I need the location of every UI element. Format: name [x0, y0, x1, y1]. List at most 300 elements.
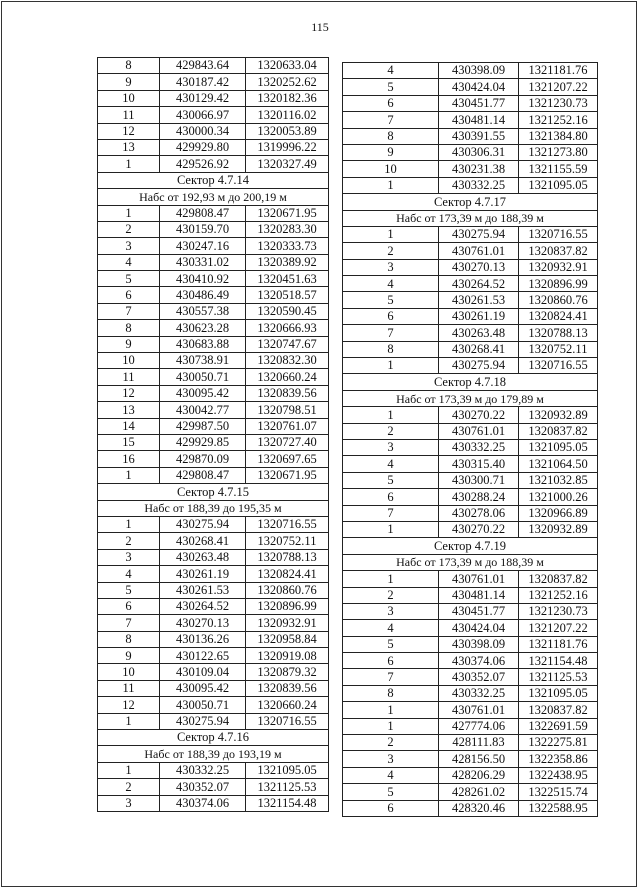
- table-row: [342, 129, 598, 145]
- x-coordinate-cell: 430374.06: [438, 653, 518, 668]
- point-number-cell: 5: [97, 271, 159, 286]
- x-coordinate-cell: 430187.42: [159, 74, 245, 89]
- y-coordinate-cell: 1320182.36: [245, 91, 329, 106]
- y-coordinate-cell: 1320327.49: [245, 156, 329, 171]
- table-row: [342, 342, 598, 358]
- point-number-cell: 2: [97, 533, 159, 548]
- point-number-cell: 8: [97, 58, 159, 73]
- sector-title: Сектор 4.7.17: [342, 194, 598, 210]
- point-number-cell: 4: [342, 63, 438, 78]
- point-number-cell: 1: [342, 227, 438, 242]
- table-row: [342, 440, 598, 456]
- table-row: [97, 435, 329, 451]
- page-number: 115: [311, 20, 329, 34]
- point-number-cell: 1: [97, 206, 159, 221]
- point-number-cell: 1: [342, 522, 438, 537]
- y-coordinate-cell: 1321155.59: [518, 161, 598, 176]
- y-coordinate-cell: 1320660.24: [245, 697, 329, 712]
- x-coordinate-cell: 429526.92: [159, 156, 245, 171]
- y-coordinate-cell: 1321252.16: [518, 112, 598, 127]
- y-coordinate-cell: 1322438.95: [518, 768, 598, 783]
- table-row: [342, 571, 598, 587]
- table-row: [97, 206, 329, 222]
- sector-title: Сектор 4.7.15: [97, 484, 329, 500]
- y-coordinate-cell: 1320879.32: [245, 664, 329, 679]
- x-coordinate-cell: 430275.94: [438, 358, 518, 373]
- point-number-cell: 2: [342, 424, 438, 439]
- table-row: [97, 664, 329, 680]
- x-coordinate-cell: 430761.01: [438, 424, 518, 439]
- x-coordinate-cell: 430261.53: [159, 583, 245, 598]
- x-coordinate-cell: 430761.01: [438, 243, 518, 258]
- table-row: [97, 632, 329, 648]
- x-coordinate-cell: 428261.02: [438, 784, 518, 799]
- x-coordinate-cell: 430042.77: [159, 402, 245, 417]
- sector-elevation-range: Набс от 188,39 до 193,19 м: [97, 746, 329, 762]
- table-row: [97, 763, 329, 779]
- table-row: [97, 714, 329, 730]
- y-coordinate-cell: 1320932.89: [518, 407, 598, 422]
- x-coordinate-cell: 430481.14: [438, 588, 518, 603]
- x-coordinate-cell: 430050.71: [159, 697, 245, 712]
- x-coordinate-cell: 430109.04: [159, 664, 245, 679]
- y-coordinate-cell: 1320824.41: [518, 309, 598, 324]
- table-row: [97, 402, 329, 418]
- x-coordinate-cell: 430268.41: [159, 533, 245, 548]
- table-row: [342, 79, 598, 95]
- x-coordinate-cell: 430095.42: [159, 386, 245, 401]
- point-number-cell: 8: [97, 320, 159, 335]
- y-coordinate-cell: 1320860.76: [518, 292, 598, 307]
- table-row: [342, 604, 598, 620]
- table-row: [97, 140, 329, 156]
- y-coordinate-cell: 1321154.48: [245, 796, 329, 811]
- table-row: [97, 796, 329, 812]
- point-number-cell: 7: [342, 325, 438, 340]
- x-coordinate-cell: 430275.94: [438, 227, 518, 242]
- x-coordinate-cell: 430374.06: [159, 796, 245, 811]
- y-coordinate-cell: 1319996.22: [245, 140, 329, 155]
- x-coordinate-cell: 430270.13: [438, 260, 518, 275]
- x-coordinate-cell: 429987.50: [159, 419, 245, 434]
- point-number-cell: 1: [342, 178, 438, 193]
- y-coordinate-cell: 1321207.22: [518, 79, 598, 94]
- point-number-cell: 5: [342, 473, 438, 488]
- y-coordinate-cell: 1320824.41: [245, 566, 329, 581]
- y-coordinate-cell: 1321230.73: [518, 96, 598, 111]
- table-row: [97, 304, 329, 320]
- x-coordinate-cell: 430486.49: [159, 287, 245, 302]
- x-coordinate-cell: 430136.26: [159, 632, 245, 647]
- point-number-cell: 12: [97, 386, 159, 401]
- y-coordinate-cell: 1321095.05: [518, 440, 598, 455]
- y-coordinate-cell: 1320752.11: [245, 533, 329, 548]
- table-row: [342, 588, 598, 604]
- y-coordinate-cell: 1322691.59: [518, 719, 598, 734]
- point-number-cell: 11: [97, 107, 159, 122]
- x-coordinate-cell: 430000.34: [159, 124, 245, 139]
- table-row: [97, 238, 329, 254]
- point-number-cell: 13: [97, 402, 159, 417]
- x-coordinate-cell: 429843.64: [159, 58, 245, 73]
- point-number-cell: 10: [97, 664, 159, 679]
- y-coordinate-cell: 1321095.05: [518, 178, 598, 193]
- point-number-cell: 4: [97, 566, 159, 581]
- sector-elevation-range: Набс от 192,93 м до 200,19 м: [97, 189, 329, 205]
- point-number-cell: 2: [342, 243, 438, 258]
- point-number-cell: 10: [97, 91, 159, 106]
- x-coordinate-cell: 430451.77: [438, 604, 518, 619]
- x-coordinate-cell: 430268.41: [438, 342, 518, 357]
- table-row: [97, 517, 329, 533]
- table-row: [342, 620, 598, 636]
- point-number-cell: 6: [342, 653, 438, 668]
- y-coordinate-cell: 1320451.63: [245, 271, 329, 286]
- point-number-cell: 1: [342, 407, 438, 422]
- point-number-cell: 14: [97, 419, 159, 434]
- y-coordinate-cell: 1320896.99: [518, 276, 598, 291]
- x-coordinate-cell: 430332.25: [438, 440, 518, 455]
- point-number-cell: 8: [342, 129, 438, 144]
- table-row: [97, 550, 329, 566]
- y-coordinate-cell: 1321095.05: [518, 686, 598, 701]
- y-coordinate-cell: 1322515.74: [518, 784, 598, 799]
- point-number-cell: 4: [97, 255, 159, 270]
- point-number-cell: 16: [97, 451, 159, 466]
- table-row: [342, 784, 598, 800]
- table-row: [342, 178, 598, 194]
- point-number-cell: 1: [342, 719, 438, 734]
- y-coordinate-cell: 1320389.92: [245, 255, 329, 270]
- y-coordinate-cell: 1320837.82: [518, 243, 598, 258]
- left-coordinates-table: [97, 57, 329, 812]
- table-row: [342, 686, 598, 702]
- point-number-cell: 9: [97, 74, 159, 89]
- y-coordinate-cell: 1320053.89: [245, 124, 329, 139]
- point-number-cell: 3: [342, 604, 438, 619]
- y-coordinate-cell: 1320716.55: [245, 517, 329, 532]
- table-row: [97, 566, 329, 582]
- x-coordinate-cell: 428320.46: [438, 801, 518, 816]
- point-number-cell: 2: [342, 735, 438, 750]
- x-coordinate-cell: 430050.71: [159, 369, 245, 384]
- x-coordinate-cell: 430352.07: [159, 779, 245, 794]
- x-coordinate-cell: 429808.47: [159, 468, 245, 483]
- x-coordinate-cell: 430315.40: [438, 456, 518, 471]
- point-number-cell: 7: [342, 669, 438, 684]
- point-number-cell: 7: [342, 506, 438, 521]
- sector-elevation-range: Набс от 173,39 м до 188,39 м: [342, 555, 598, 571]
- table-row: [97, 779, 329, 795]
- y-coordinate-cell: 1320839.56: [245, 386, 329, 401]
- y-coordinate-cell: 1322358.86: [518, 751, 598, 766]
- point-number-cell: 5: [342, 637, 438, 652]
- point-number-cell: 12: [97, 697, 159, 712]
- y-coordinate-cell: 1320788.13: [245, 550, 329, 565]
- table-row: [342, 637, 598, 653]
- point-number-cell: 1: [97, 714, 159, 729]
- y-coordinate-cell: 1320671.95: [245, 468, 329, 483]
- y-coordinate-cell: 1321181.76: [518, 637, 598, 652]
- x-coordinate-cell: 430275.94: [159, 714, 245, 729]
- y-coordinate-cell: 1321125.53: [245, 779, 329, 794]
- x-coordinate-cell: 428206.29: [438, 768, 518, 783]
- table-row: [97, 91, 329, 107]
- table-row: [342, 243, 598, 259]
- x-coordinate-cell: 430066.97: [159, 107, 245, 122]
- x-coordinate-cell: 427774.06: [438, 719, 518, 734]
- x-coordinate-cell: 430424.04: [438, 79, 518, 94]
- table-row: [97, 124, 329, 140]
- y-coordinate-cell: 1320837.82: [518, 424, 598, 439]
- sector-elevation-range: Набс от 173,39 м до 179,89 м: [342, 391, 598, 407]
- y-coordinate-cell: 1320788.13: [518, 325, 598, 340]
- table-row: [97, 697, 329, 713]
- x-coordinate-cell: 430738.91: [159, 353, 245, 368]
- y-coordinate-cell: 1321064.50: [518, 456, 598, 471]
- table-row: [342, 145, 598, 161]
- point-number-cell: 9: [342, 145, 438, 160]
- point-number-cell: 10: [342, 161, 438, 176]
- y-coordinate-cell: 1320966.89: [518, 506, 598, 521]
- x-coordinate-cell: 430300.71: [438, 473, 518, 488]
- point-number-cell: 3: [342, 440, 438, 455]
- table-row: [97, 451, 329, 467]
- table-row: [342, 669, 598, 685]
- x-coordinate-cell: 430263.48: [438, 325, 518, 340]
- point-number-cell: 9: [97, 337, 159, 352]
- x-coordinate-cell: 429929.85: [159, 435, 245, 450]
- table-row: [342, 260, 598, 276]
- point-number-cell: 6: [97, 599, 159, 614]
- point-number-cell: 4: [342, 620, 438, 635]
- y-coordinate-cell: 1320716.55: [518, 227, 598, 242]
- y-coordinate-cell: 1320697.65: [245, 451, 329, 466]
- table-row: [97, 287, 329, 303]
- point-number-cell: 5: [97, 583, 159, 598]
- table-row: [97, 58, 329, 74]
- y-coordinate-cell: 1321154.48: [518, 653, 598, 668]
- table-row: [97, 156, 329, 172]
- table-row: [97, 419, 329, 435]
- x-coordinate-cell: 429870.09: [159, 451, 245, 466]
- sector-elevation-range: Набс от 173,39 м до 188,39 м: [342, 211, 598, 227]
- y-coordinate-cell: 1320333.73: [245, 238, 329, 253]
- point-number-cell: 8: [97, 632, 159, 647]
- y-coordinate-cell: 1320116.02: [245, 107, 329, 122]
- x-coordinate-cell: 430331.02: [159, 255, 245, 270]
- table-row: [342, 653, 598, 669]
- x-coordinate-cell: 430398.09: [438, 63, 518, 78]
- x-coordinate-cell: 430261.53: [438, 292, 518, 307]
- x-coordinate-cell: 430264.52: [159, 599, 245, 614]
- x-coordinate-cell: 430761.01: [438, 571, 518, 586]
- table-row: [97, 353, 329, 369]
- point-number-cell: 1: [342, 358, 438, 373]
- table-row: [342, 63, 598, 79]
- y-coordinate-cell: 1320747.67: [245, 337, 329, 352]
- x-coordinate-cell: 430263.48: [159, 550, 245, 565]
- table-row: [342, 407, 598, 423]
- y-coordinate-cell: 1320660.24: [245, 369, 329, 384]
- point-number-cell: 1: [97, 763, 159, 778]
- y-coordinate-cell: 1320832.30: [245, 353, 329, 368]
- sector-title: Сектор 4.7.18: [342, 374, 598, 390]
- point-number-cell: 3: [97, 550, 159, 565]
- point-number-cell: 8: [342, 342, 438, 357]
- y-coordinate-cell: 1321032.85: [518, 473, 598, 488]
- point-number-cell: 4: [342, 276, 438, 291]
- table-row: [342, 702, 598, 718]
- y-coordinate-cell: 1321273.80: [518, 145, 598, 160]
- x-coordinate-cell: 430332.25: [159, 763, 245, 778]
- table-row: [97, 320, 329, 336]
- x-coordinate-cell: 430683.88: [159, 337, 245, 352]
- y-coordinate-cell: 1321207.22: [518, 620, 598, 635]
- x-coordinate-cell: 429808.47: [159, 206, 245, 221]
- table-row: [97, 107, 329, 123]
- table-row: [342, 424, 598, 440]
- point-number-cell: 1: [97, 517, 159, 532]
- y-coordinate-cell: 1320932.91: [518, 260, 598, 275]
- x-coordinate-cell: 430557.38: [159, 304, 245, 319]
- table-row: [342, 768, 598, 784]
- x-coordinate-cell: 428111.83: [438, 735, 518, 750]
- table-row: [97, 533, 329, 549]
- table-row: [342, 276, 598, 292]
- table-row: [97, 386, 329, 402]
- point-number-cell: 3: [97, 238, 159, 253]
- x-coordinate-cell: 430481.14: [438, 112, 518, 127]
- y-coordinate-cell: 1320896.99: [245, 599, 329, 614]
- y-coordinate-cell: 1321000.26: [518, 489, 598, 504]
- x-coordinate-cell: 430095.42: [159, 681, 245, 696]
- x-coordinate-cell: 430270.13: [159, 615, 245, 630]
- point-number-cell: 12: [97, 124, 159, 139]
- y-coordinate-cell: 1321125.53: [518, 669, 598, 684]
- point-number-cell: 6: [342, 801, 438, 816]
- x-coordinate-cell: 430231.38: [438, 161, 518, 176]
- y-coordinate-cell: 1320633.04: [245, 58, 329, 73]
- point-number-cell: 1: [342, 702, 438, 717]
- table-row: [97, 615, 329, 631]
- table-row: [342, 309, 598, 325]
- point-number-cell: 7: [97, 304, 159, 319]
- x-coordinate-cell: 430159.70: [159, 222, 245, 237]
- sector-elevation-range: Набс от 188,39 до 195,35 м: [97, 501, 329, 517]
- table-row: [342, 506, 598, 522]
- table-row: [97, 74, 329, 90]
- point-number-cell: 3: [342, 260, 438, 275]
- point-number-cell: 1: [97, 156, 159, 171]
- y-coordinate-cell: 1321095.05: [245, 763, 329, 778]
- y-coordinate-cell: 1322588.95: [518, 801, 598, 816]
- y-coordinate-cell: 1320252.62: [245, 74, 329, 89]
- y-coordinate-cell: 1320958.84: [245, 632, 329, 647]
- table-row: [97, 648, 329, 664]
- sector-title: Сектор 4.7.14: [97, 173, 329, 189]
- table-row: [342, 325, 598, 341]
- point-number-cell: 4: [342, 768, 438, 783]
- point-number-cell: 7: [342, 112, 438, 127]
- x-coordinate-cell: 430410.92: [159, 271, 245, 286]
- y-coordinate-cell: 1321384.80: [518, 129, 598, 144]
- y-coordinate-cell: 1320837.82: [518, 571, 598, 586]
- x-coordinate-cell: 430332.25: [438, 178, 518, 193]
- y-coordinate-cell: 1320518.57: [245, 287, 329, 302]
- y-coordinate-cell: 1321230.73: [518, 604, 598, 619]
- table-row: [97, 337, 329, 353]
- point-number-cell: 6: [342, 489, 438, 504]
- y-coordinate-cell: 1320283.30: [245, 222, 329, 237]
- x-coordinate-cell: 430306.31: [438, 145, 518, 160]
- y-coordinate-cell: 1320932.89: [518, 522, 598, 537]
- table-row: [97, 369, 329, 385]
- y-coordinate-cell: 1321252.16: [518, 588, 598, 603]
- sector-title: Сектор 4.7.19: [342, 538, 598, 554]
- point-number-cell: 2: [97, 222, 159, 237]
- x-coordinate-cell: 430623.28: [159, 320, 245, 335]
- x-coordinate-cell: 430761.01: [438, 702, 518, 717]
- y-coordinate-cell: 1320860.76: [245, 583, 329, 598]
- table-row: [342, 801, 598, 817]
- table-row: [97, 222, 329, 238]
- table-row: [97, 468, 329, 484]
- x-coordinate-cell: 430264.52: [438, 276, 518, 291]
- sector-title: Сектор 4.7.16: [97, 730, 329, 746]
- point-number-cell: 6: [342, 96, 438, 111]
- point-number-cell: 1: [97, 468, 159, 483]
- table-row: [342, 473, 598, 489]
- y-coordinate-cell: 1320716.55: [245, 714, 329, 729]
- x-coordinate-cell: 430275.94: [159, 517, 245, 532]
- x-coordinate-cell: 430247.16: [159, 238, 245, 253]
- table-row: [97, 599, 329, 615]
- table-row: [342, 96, 598, 112]
- point-number-cell: 7: [97, 615, 159, 630]
- x-coordinate-cell: 430398.09: [438, 637, 518, 652]
- x-coordinate-cell: 429929.80: [159, 140, 245, 155]
- x-coordinate-cell: 428156.50: [438, 751, 518, 766]
- x-coordinate-cell: 430451.77: [438, 96, 518, 111]
- point-number-cell: 5: [342, 292, 438, 307]
- point-number-cell: 13: [97, 140, 159, 155]
- x-coordinate-cell: 430391.55: [438, 129, 518, 144]
- y-coordinate-cell: 1320716.55: [518, 358, 598, 373]
- y-coordinate-cell: 1320761.07: [245, 419, 329, 434]
- point-number-cell: 10: [97, 353, 159, 368]
- x-coordinate-cell: 430122.65: [159, 648, 245, 663]
- x-coordinate-cell: 430270.22: [438, 407, 518, 422]
- y-coordinate-cell: 1320932.91: [245, 615, 329, 630]
- y-coordinate-cell: 1320839.56: [245, 681, 329, 696]
- point-number-cell: 2: [97, 779, 159, 794]
- x-coordinate-cell: 430424.04: [438, 620, 518, 635]
- point-number-cell: 5: [342, 784, 438, 799]
- x-coordinate-cell: 430261.19: [438, 309, 518, 324]
- table-row: [342, 292, 598, 308]
- right-coordinates-table: [342, 62, 598, 817]
- x-coordinate-cell: 430332.25: [438, 686, 518, 701]
- table-row: [342, 719, 598, 735]
- table-row: [97, 583, 329, 599]
- table-row: [342, 112, 598, 128]
- point-number-cell: 6: [342, 309, 438, 324]
- table-row: [342, 161, 598, 177]
- point-number-cell: 3: [342, 751, 438, 766]
- table-row: [342, 735, 598, 751]
- y-coordinate-cell: 1320666.93: [245, 320, 329, 335]
